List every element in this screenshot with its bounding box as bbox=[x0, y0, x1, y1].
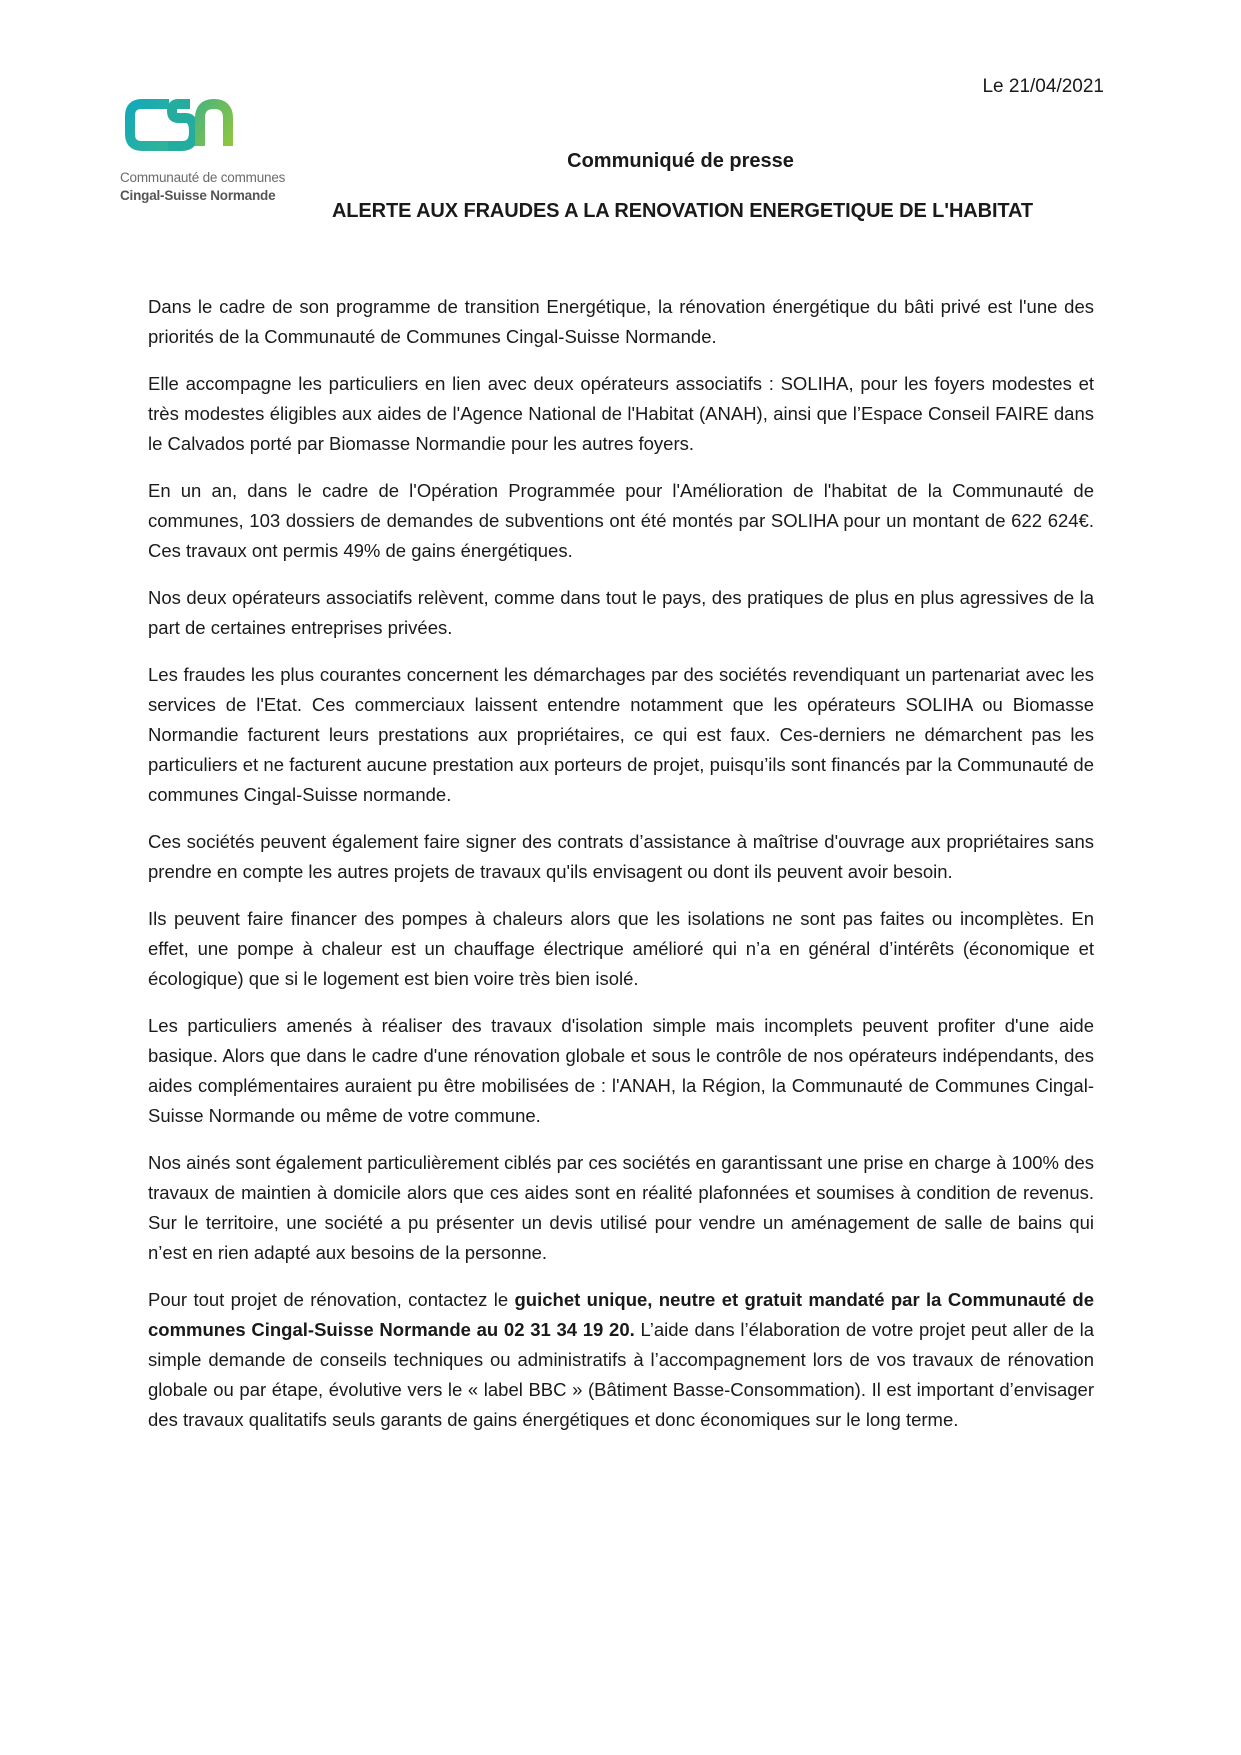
paragraph: Elle accompagne les particuliers en lien avec deux opérateurs associatifs : SOLIHA, pour les foyers modestes et très modestes éligibles aux aides de l'Agence National de l'Habitat (ANAH), ainsi que l’Espace Conseil FAIRE dans le Calvados porté par Biomasse Normandie pour les autres foyers. bbox=[148, 373, 1094, 454]
contact-highlight: guichet unique, neutre et gratuit mandaté par la Communauté de communes Cingal-Suisse Normande au 02 31 34 19 20. bbox=[148, 1289, 1094, 1340]
paragraph: Les fraudes les plus courantes concernent les démarchages par des sociétés revendiquant un partenariat avec les services de l'Etat. Ces commerciaux laissent entendre notamment que les opérateurs SOLIHA ou Biomasse Normandie facturent leurs prestations aux propriétaires, ce qui est faux. Ces-derniers ne démarchent pas les particuliers et ne facturent aucune prestation aux porteurs de projet, puisqu’ils sont financés par la Communauté de communes Cingal-Suisse normande. bbox=[148, 664, 1094, 805]
paragraph: Les particuliers amenés à réaliser des travaux d'isolation simple mais incomplets peuvent profiter d'une aide basique. Alors que dans le cadre d'une rénovation globale et sous le contrôle de nos opérateurs indépendants, des aides complémentaires auraient pu être mobilisées de : l'ANAH, la Région, la Communauté de Communes Cingal-Suisse Normande ou même de votre commune. bbox=[148, 1015, 1094, 1126]
contact-text-end: L’aide dans l’élaboration de votre projet peut aller de la simple demande de conseils techniques ou administratifs à l’accompagnement lors de vos travaux de rénovation globale ou par étape, évolutive vers le « label BBC » (Bâtiment Basse-Consommation). Il est important d’envisager des travaux qualitatifs seuls garants de gains énergétiques et donc économiques sur le long terme. bbox=[148, 1319, 1094, 1430]
logo-organization-name: Cingal-Suisse Normande bbox=[120, 188, 276, 203]
press-release-label: Communiqué de presse bbox=[567, 150, 794, 172]
paragraph: Nos deux opérateurs associatifs relèvent, comme dans tout le pays, des pratiques de plus en plus agressives de la part de certaines entreprises privées. bbox=[148, 587, 1094, 638]
article-body bbox=[148, 292, 1094, 1452]
logo-subtitle: Communauté de communes bbox=[120, 170, 286, 185]
contact-text-start: Pour tout projet de rénovation, contactez le bbox=[148, 1289, 515, 1310]
paragraph: Dans le cadre de son programme de transition Energétique, la rénovation énergétique du bâti privé est l'une des priorités de la Communauté de Communes Cingal-Suisse Normande. bbox=[148, 296, 1094, 347]
paragraph: En un an, dans le cadre de l'Opération Programmée pour l'Amélioration de l'habitat de la Communauté de communes, 103 dossiers de demandes de subventions ont été montés par SOLIHA pour un montant de 622 624€. Ces travaux ont permis 49% de gains énergétiques. bbox=[148, 480, 1094, 561]
headline: ALERTE AUX FRAUDES A LA RENOVATION ENERGETIQUE DE L'HABITAT bbox=[331, 200, 1034, 222]
paragraph: Ces sociétés peuvent également faire signer des contrats d’assistance à maîtrise d'ouvrage aux propriétaires sans prendre en compte les autres projets de travaux qu'ils envisagent ou dont ils peuvent avoir besoin. bbox=[148, 831, 1094, 882]
paragraph: Ils peuvent faire financer des pompes à chaleurs alors que les isolations ne sont pas faites ou incomplètes. En effet, une pompe à chaleur est un chauffage électrique amélioré qui n’a en général d’intérêts (économique et écologique) que si le logement est bien voire très bien isolé. bbox=[148, 908, 1094, 989]
contact-paragraph bbox=[148, 1285, 1094, 1435]
paragraph: Nos ainés sont également particulièrement ciblés par ces sociétés en garantissant une prise en charge à 100% des travaux de maintien à domicile alors que ces aides sont en réalité plafonnées et soumises à condition de revenus. Sur le territoire, une société a pu présenter un devis utilisé pour vendre un aménagement de salle de bains qui n’est en rien adapté aux besoins de la personne. bbox=[148, 1152, 1094, 1263]
document-date: Le 21/04/2021 bbox=[982, 76, 1104, 97]
